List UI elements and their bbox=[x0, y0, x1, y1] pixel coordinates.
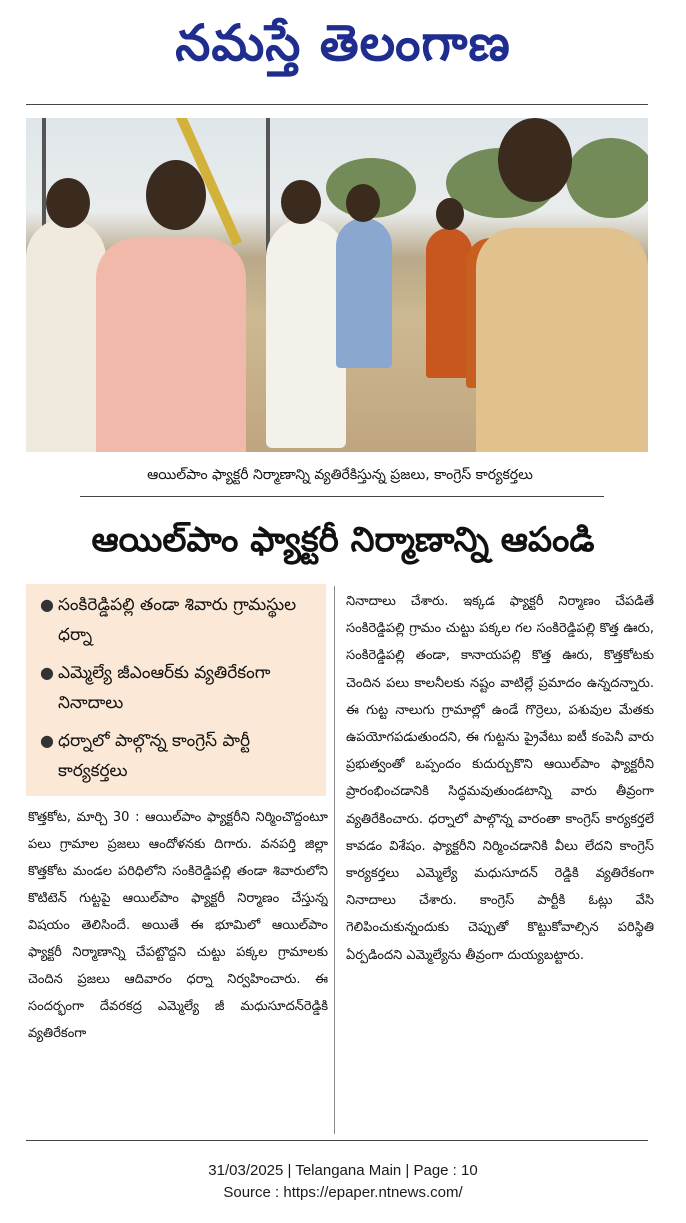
highlight-text: ధర్నాలో పాల్గొన్న కాంగ్రెస్‌ పార్టీ కార్యకర్తలు bbox=[58, 731, 251, 781]
highlights-box bbox=[26, 584, 326, 796]
highlight-text: ఎమ్మెల్యే జీఎంఆర్‌కు వ్యతిరేకంగా నినాదాలు bbox=[58, 663, 271, 713]
bullet-icon: ● bbox=[40, 731, 54, 750]
article-body-left-column: కొత్తకోట, మార్చి 30 : ఆయిల్‌పాం ఫ్యాక్టరీని నిర్మించొద్దంటూ పలు గ్రామాల ప్రజలు ఆందోళనకు దిగారు. వనపర్తి జిల్లా కొత్తకోట మండల పరిధిలోని సంకిరెడ్డిపల్లి తండా శివారులోని కొటిటెన్‌ గుట్టపై ఆయిల్‌పాం ఫ్యాక్టరీ నిర్మాణం చేస్తున్న విషయం తెలిసిందే. అయితే ఈ భూమిలో ఆయిల్‌పాం ఫ్యాక్టరీ నిర్మాణాన్ని చేపట్టొద్దని చుట్టు పక్కల గ్రామాలకు చెందిన ప్రజలు ఆదివారం ధర్నా నిర్వహించారు. ఈ సందర్భంగా దేవరకద్ర ఎమ్మెల్యే జీ మధుసూదన్‌రెడ్డికి వ్యతిరేకంగా bbox=[28, 810, 328, 1041]
photo-caption: ఆయిల్‌పాం ఫ్యాక్టరీ నిర్మాణాన్ని వ్యతిరేకిస్తున్న ప్రజలు, కాంగ్రెస్‌ కార్యకర్తలు bbox=[147, 467, 533, 483]
footer-divider bbox=[26, 1140, 648, 1141]
edition-info: 31/03/2025 | Telangana Main | Page : 10 bbox=[208, 1162, 478, 1179]
highlight-item bbox=[40, 726, 316, 786]
highlight-text: సంకిరెడ్డిపల్లి తండా శివారు గ్రామస్థుల ధర్నా bbox=[58, 595, 297, 645]
source-link[interactable]: Source : https://epaper.ntnews.com/ bbox=[223, 1184, 463, 1201]
article-headline: ఆయిల్‌పాం ఫ్యాక్టరీ నిర్మాణాన్ని ఆపండి bbox=[91, 520, 595, 560]
highlight-item bbox=[40, 658, 316, 718]
bullet-icon: ● bbox=[40, 663, 54, 682]
newspaper-masthead: నమస్తే తెలంగాణ bbox=[175, 13, 511, 72]
masthead-divider bbox=[26, 104, 648, 105]
caption-divider bbox=[80, 496, 604, 497]
column-divider bbox=[334, 586, 335, 1134]
bullet-icon: ● bbox=[40, 595, 54, 614]
news-photo bbox=[26, 118, 648, 452]
article-body-right-column: నినాదాలు చేశారు. ఇక్కడ ఫ్యాక్టరీ నిర్మాణం చేపడితే సంకిరెడ్డిపల్లి గ్రామం చుట్టు పక్కల గల సంకిరెడ్డిపల్లి కొత్త ఊరు, సంకిరెడ్డిపల్లి తండా, కానాయపల్లి కొత్త ఊరు, కొత్తకోటకు చెందిన పలు కాలనీలకు నష్టం వాటిల్లే ప్రమాదం ఉన్నదన్నారు. ఈ గుట్ట నాలుగు గ్రామాల్లో ఉండే గొర్రెలు, పశువుల మేతకు ఉపయోగపడుతుందని, ఈ గుట్టను ప్రైవేటు ఐటీ కంపెనీ వారు ప్రభుత్వంతో ఒప్పందం కుదుర్చుకొని ఆయిల్‌పాం ఫ్యాక్టరీని ప్రారంభించడానికి సిద్ధమవుతుండటాన్ని వారు తీవ్రంగా వ్యతిరేకించారు. ధర్నాలో పాల్గొన్న వారంతా కాంగ్రెస్‌ కార్యకర్తలే కావడం విశేషం. ఫ్యాక్టరీని నిర్మించడానికి వీలు లేదని కాంగ్రెస్‌ కార్యకర్తలు ఎమ్మెల్యే మధుసూదన్‌ రెడ్డికి వ్యతిరేకంగా నినాదాలు చేశారు. కాంగ్రెస్‌ పార్టీకి ఓట్లు వేసి గెలిపించుకున్నందుకు చెప్పుతో కొట్టుకోవాల్సిన పరిస్థితి ఏర్పడిందని ఎమ్మెల్యేను తీవ్రంగా దుయ్యబట్టారు. bbox=[346, 594, 654, 963]
highlight-item bbox=[40, 590, 316, 650]
